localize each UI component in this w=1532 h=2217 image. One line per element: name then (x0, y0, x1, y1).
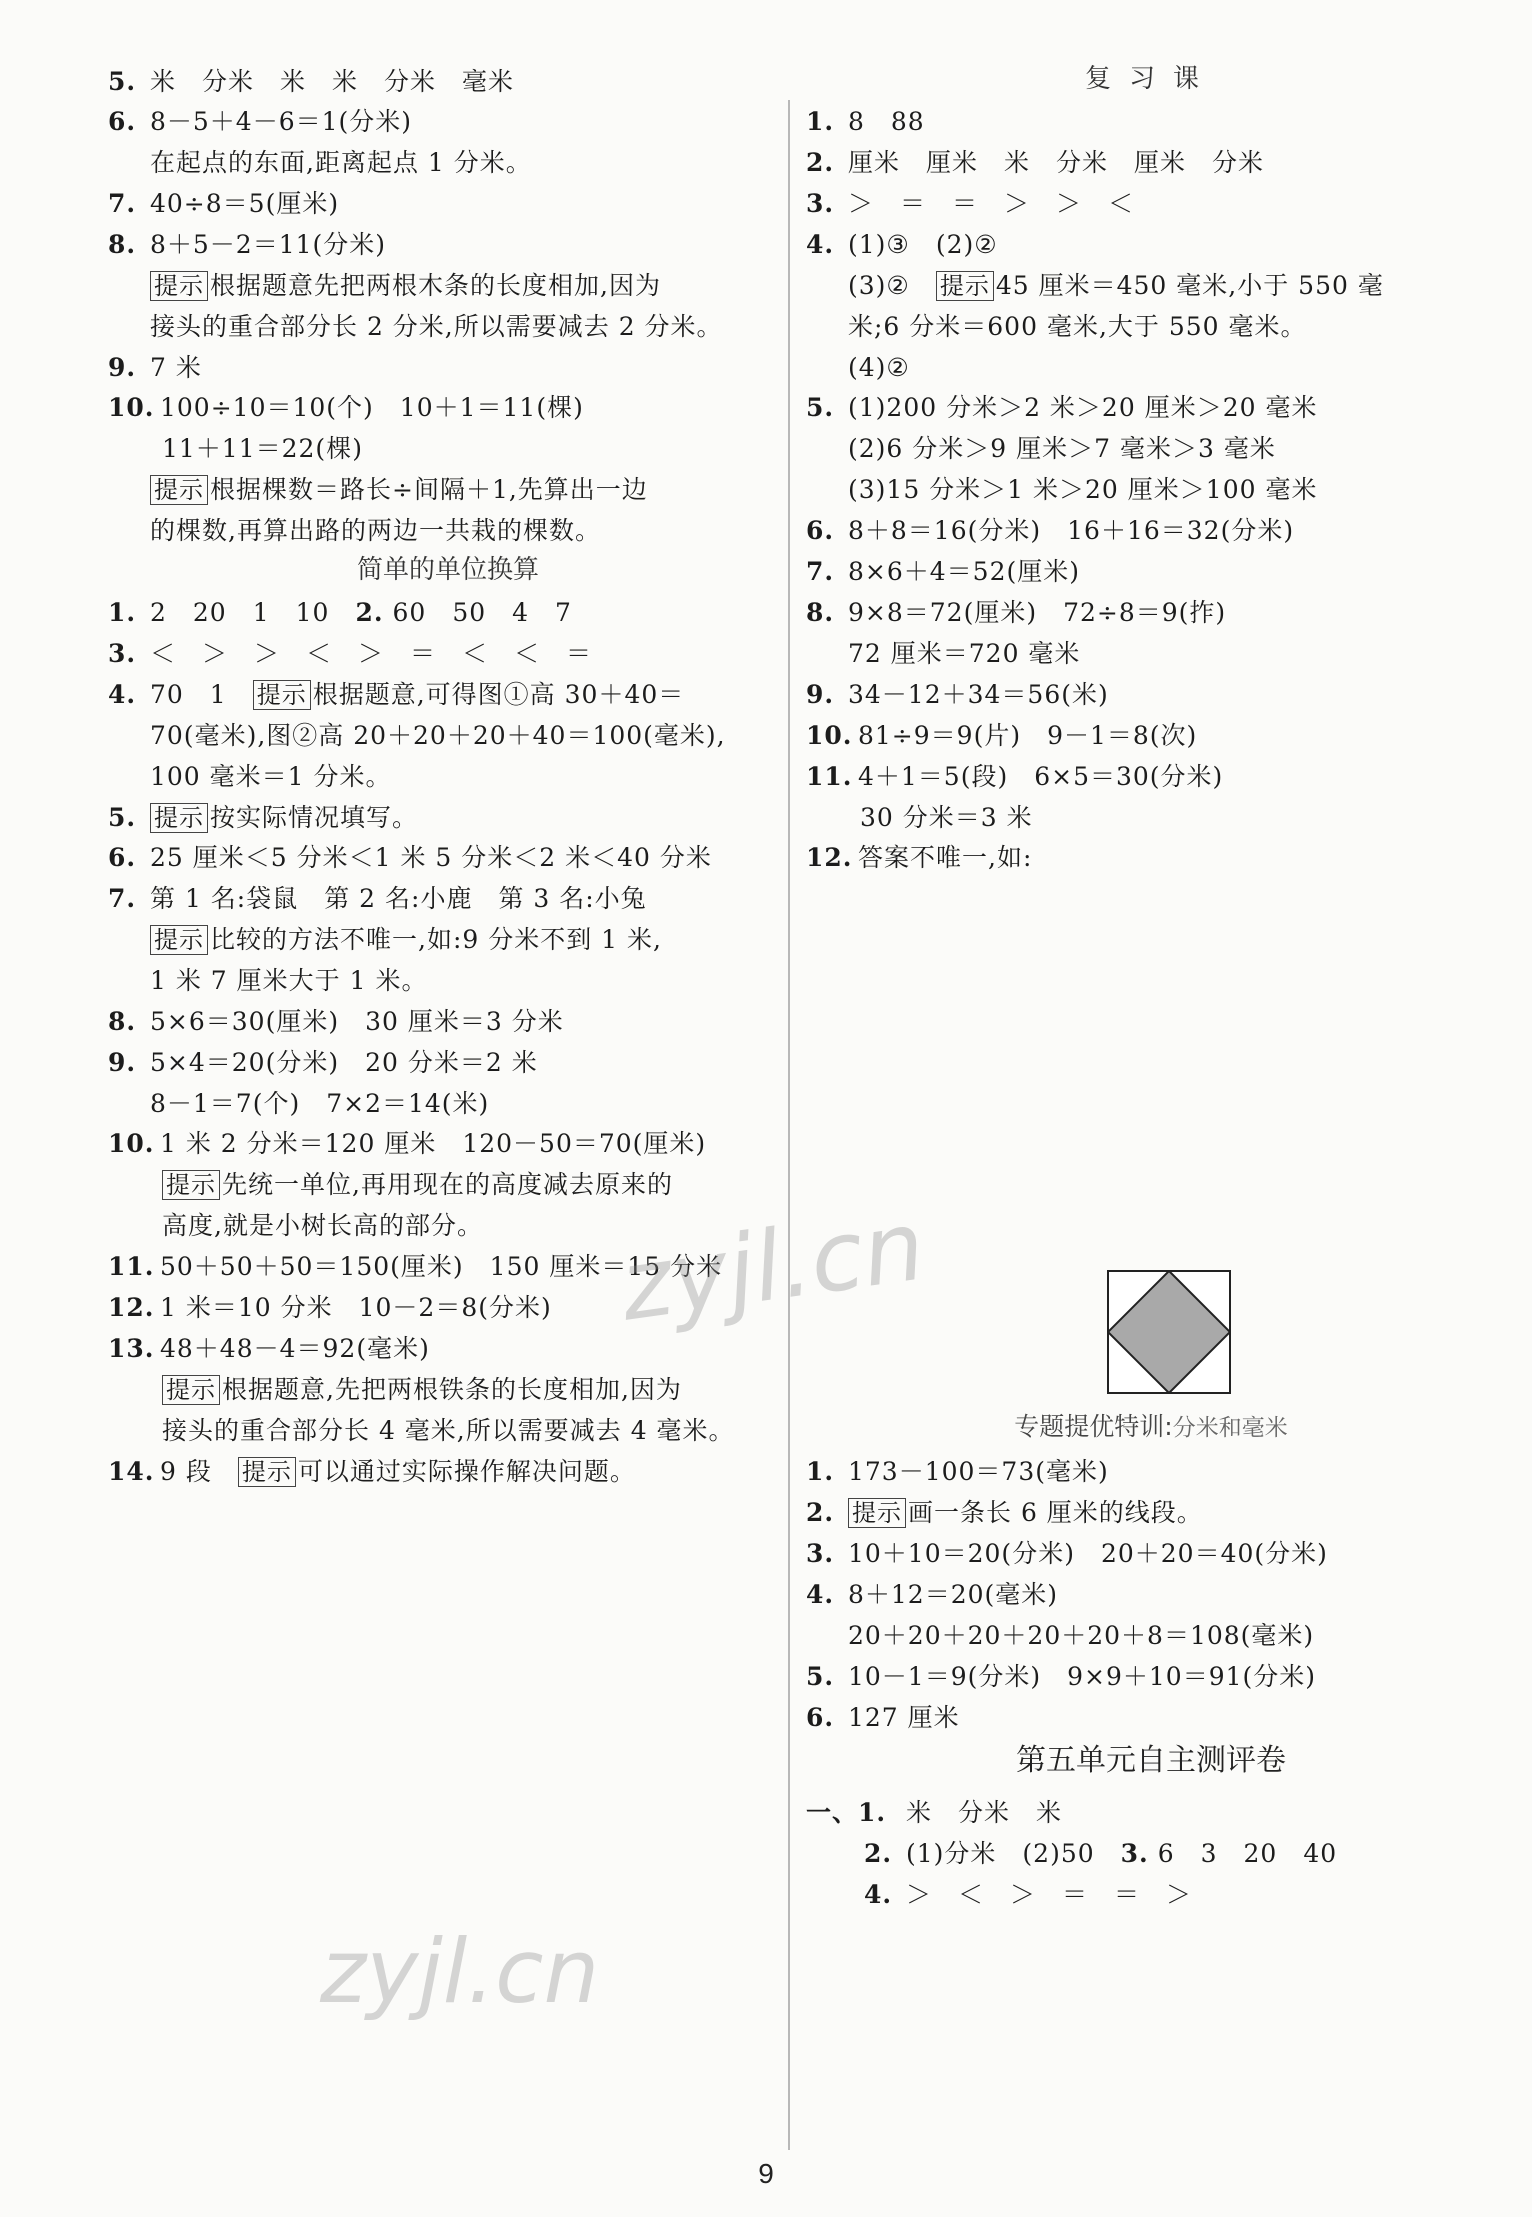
answer-line: 9. 34－12＋34＝56(米) (806, 680, 1109, 709)
hint-line: 提示 根据题意,先把两根铁条的长度相加,因为 (108, 1374, 682, 1406)
answer-line: 1. 173－100＝73(毫米) (806, 1457, 1109, 1486)
answer-line: 1. 8 88 (806, 107, 925, 136)
answer-line: 6. 127 厘米 (806, 1703, 960, 1732)
answer-line: 12. 答案不唯一,如: (806, 843, 1033, 872)
hint-tag: 提示 (150, 271, 208, 301)
answer-line: 接头的重合部分长 4 毫米,所以需要减去 4 毫米。 (162, 1416, 735, 1445)
answer-line: 4. 8＋12＝20(毫米) (806, 1580, 1059, 1609)
answer-line: 5. (1)200 分米＞2 米＞20 厘米＞20 毫米 (806, 393, 1318, 422)
hint-line: 提示 根据题意先把两根木条的长度相加,因为 (108, 270, 661, 302)
answer-line: 2. 厘米 厘米 米 分米 厘米 分米 (806, 148, 1265, 177)
answer-line: 2. (1)分米 (2)50 3. 6 3 20 40 (864, 1839, 1338, 1868)
answer-line: 2. 提示 画一条长 6 厘米的线段。 (806, 1498, 1203, 1527)
answer-line: 米;6 分米＝600 毫米,大于 550 毫米。 (848, 312, 1307, 341)
column-divider (788, 100, 790, 2150)
section-heading: 简单的单位换算 (356, 555, 539, 585)
answer-line: 100 毫米＝1 分米。 (150, 762, 392, 791)
hint-tag: 提示 (848, 1498, 906, 1528)
answer-line: 4. (1)③ (2)② (806, 230, 998, 259)
square-diamond-figure (1107, 1270, 1231, 1394)
answer-line: 70(毫米),图②高 20＋20＋20＋40＝100(毫米), (150, 721, 726, 750)
answer-line: 12. 1 米＝10 分米 10－2＝8(分米) (108, 1293, 552, 1322)
answer-line: 7. 第 1 名:袋鼠 第 2 名:小鹿 第 3 名:小兔 (108, 884, 647, 913)
hint-line: 提示 比较的方法不唯一,如:9 分米不到 1 米, (108, 924, 662, 956)
answer-line: 一、1. 米 分米 米 (806, 1798, 1063, 1827)
hint-tag: 提示 (162, 1375, 220, 1405)
answer-line: 8－1＝7(个) 7×2＝14(米) (150, 1089, 490, 1118)
answer-line: 7. 40÷8＝5(厘米) (108, 189, 340, 218)
answer-line: 9. 5×4＝20(分米) 20 分米＝2 米 (108, 1048, 538, 1077)
hint-tag: 提示 (936, 271, 994, 301)
answer-line: 10. 1 米 2 分米＝120 厘米 120－50＝70(厘米) (108, 1129, 707, 1158)
hint-line: 提示 先统一单位,再用现在的高度减去原来的 (108, 1169, 673, 1201)
answer-line: 3. ＜ ＞ ＞ ＜ ＞ ＝ ＜ ＜ ＝ (108, 639, 593, 668)
answer-line: 5. 米 分米 米 米 分米 毫米 (108, 67, 515, 96)
answer-line: 20＋20＋20＋20＋20＋8＝108(毫米) (848, 1621, 1315, 1650)
answer-line: 7. 8×6＋4＝52(厘米) (806, 557, 1080, 586)
answer-line: 10. 81÷9＝9(片) 9－1＝8(次) (806, 721, 1198, 750)
section-heading: 复习课 (1084, 64, 1217, 94)
hint-tag: 提示 (238, 1457, 296, 1487)
hint-tag: 提示 (150, 475, 208, 505)
answer-line: 在起点的东面,距离起点 1 分米。 (150, 148, 532, 177)
section-heading: 第五单元自主测评卷 (1016, 1743, 1286, 1778)
answer-line: (2)6 分米＞9 厘米＞7 毫米＞3 毫米 (848, 434, 1276, 463)
answer-line: 72 厘米＝720 毫米 (848, 639, 1081, 668)
answer-line: 3. 10＋10＝20(分米) 20＋20＝40(分米) (806, 1539, 1328, 1568)
answer-line: 4. 70 1 提示 根据题意,可得图①高 30＋40＝ (108, 680, 685, 709)
answer-line: 1. 2 20 1 10 2. 60 50 4 7 (108, 598, 572, 627)
watermark: zyjl.cn (320, 1920, 600, 2023)
answer-line: 30 分米＝3 米 (860, 803, 1033, 832)
hint-tag: 提示 (253, 680, 311, 710)
hint-tag: 提示 (162, 1170, 220, 1200)
answer-line: 接头的重合部分长 2 分米,所以需要减去 2 分米。 (150, 312, 723, 341)
answer-line: 11. 4＋1＝5(段) 6×5＝30(分米) (806, 762, 1224, 791)
answer-line: 高度,就是小树长高的部分。 (162, 1211, 483, 1240)
answer-line: 5. 10－1＝9(分米) 9×9＋10＝91(分米) (806, 1662, 1317, 1691)
page-number: 9 (758, 2158, 774, 2189)
section-heading: 专题提优特训:分米和毫米 (1014, 1412, 1288, 1441)
answer-line: 6. 8＋8＝16(分米) 16＋16＝32(分米) (806, 516, 1295, 545)
answer-line: 8. 5×6＝30(厘米) 30 厘米＝3 分米 (108, 1007, 564, 1036)
answer-line: 6. 8－5＋4－6＝1(分米) (108, 107, 413, 136)
answer-line: 9. 7 米 (108, 353, 202, 382)
watermark: zyjl.cn (613, 1189, 931, 1343)
answer-line: 6. 25 厘米＜5 分米＜1 米 5 分米＜2 米＜40 分米 (108, 843, 712, 872)
hint-tag: 提示 (150, 925, 208, 955)
answer-line: 的棵数,再算出路的两边一共栽的棵数。 (150, 516, 601, 545)
answer-line: (3)15 分米＞1 米＞20 厘米＞100 毫米 (848, 475, 1318, 504)
answer-line: 8. 8＋5－2＝11(分米) (108, 230, 387, 259)
answer-line: 10. 100÷10＝10(个) 10＋1＝11(棵) (108, 393, 584, 422)
answer-line: 13. 48＋48－4＝92(毫米) (108, 1334, 430, 1363)
hint-line: 提示 根据棵数＝路长÷间隔＋1,先算出一边 (108, 474, 648, 506)
hint-tag: 提示 (150, 803, 208, 833)
answer-line: 14. 9 段 提示 可以通过实际操作解决问题。 (108, 1457, 636, 1486)
hint-line: (3)② 提示 45 厘米＝450 毫米,小于 550 毫 (848, 271, 1384, 300)
answer-line: 8. 9×8＝72(厘米) 72÷8＝9(拃) (806, 598, 1227, 627)
answer-line: 3. ＞ ＝ ＝ ＞ ＞ ＜ (806, 189, 1135, 218)
answer-line: 4. ＞ ＜ ＞ ＝ ＝ ＞ (864, 1880, 1193, 1909)
answer-line: 1 米 7 厘米大于 1 米。 (150, 966, 428, 995)
answer-line: 11. 50＋50＋50＝150(厘米) 150 厘米＝15 分米 (108, 1252, 723, 1281)
answer-line: 5. 提示 按实际情况填写。 (108, 803, 419, 832)
answer-line: (4)② (848, 353, 910, 382)
answer-line: 11＋11＝22(棵) (162, 434, 363, 463)
